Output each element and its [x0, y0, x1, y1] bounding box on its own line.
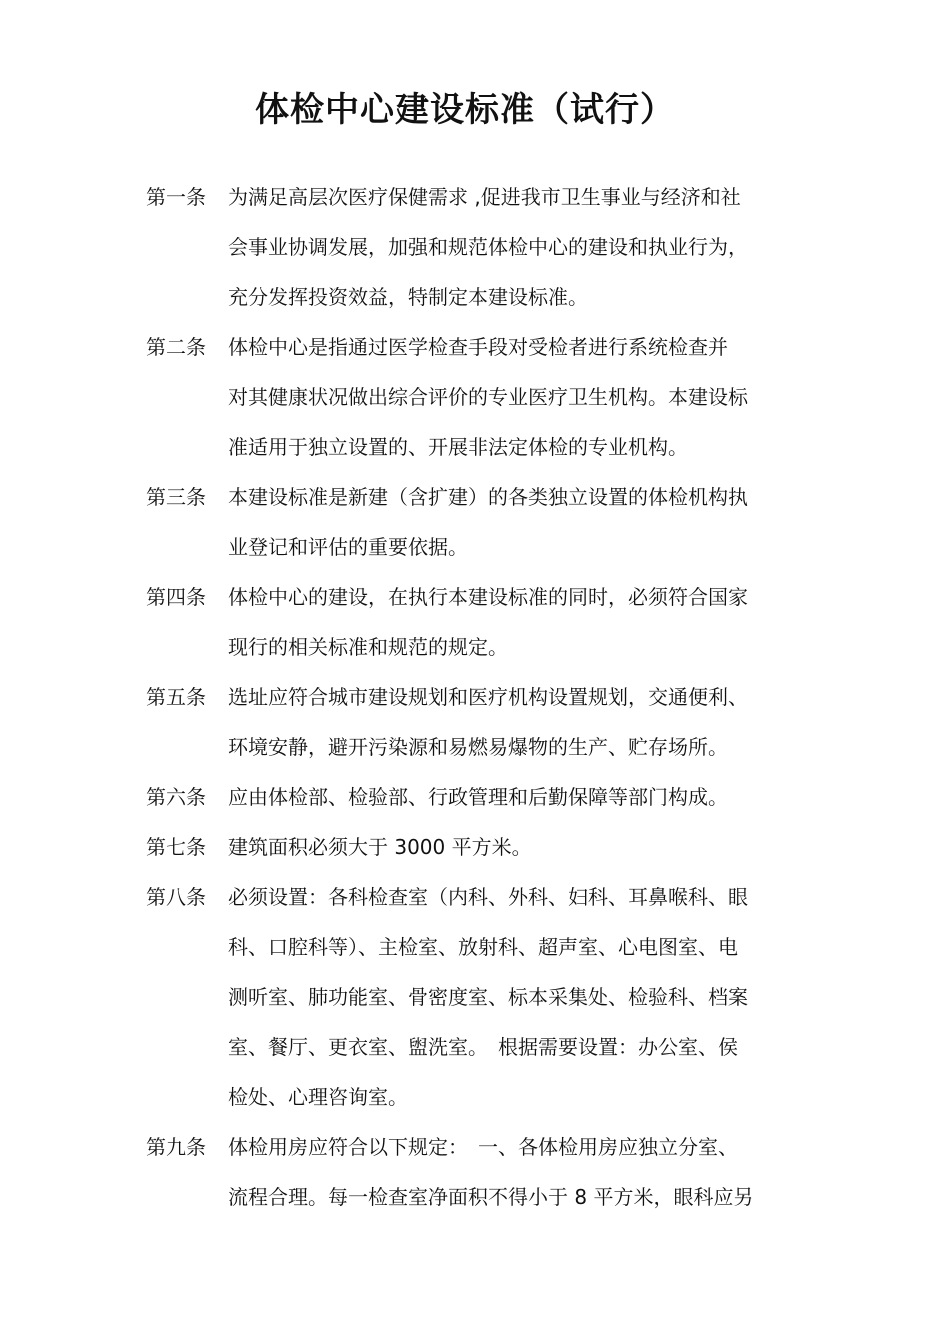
article-text [228, 822, 812, 872]
article-label: 第六条 [146, 785, 206, 809]
text-line: 现行的相关标准和规范的规定。 [228, 635, 508, 659]
text-line: 检处、心理咨询室。 [228, 1085, 408, 1109]
article-label: 第四条 [146, 585, 206, 609]
article-label: 第五条 [146, 685, 206, 709]
article-6 [146, 772, 826, 822]
article-label: 第八条 [146, 885, 206, 909]
text-line: 体检中心是指通过医学检查手段对受检者进行系统检查并 [228, 335, 728, 359]
text-line: 本建设标准是新建（含扩建）的各类独立设置的体检机构执 [228, 485, 748, 509]
article-text [228, 1122, 812, 1222]
article-text [228, 472, 812, 572]
text-line: 测听室、肺功能室、骨密度室、标本采集处、检验科、档案 [228, 985, 748, 1009]
article-1 [146, 172, 826, 322]
article-5 [146, 672, 826, 772]
text-line: 业登记和评估的重要依据。 [228, 535, 468, 559]
text-line: 必须设置：各科检查室（内科、外科、妇科、耳鼻喉科、眼 [228, 885, 748, 909]
text-line: 环境安静，避开污染源和易燃易爆物的生产、贮存场所。 [228, 735, 728, 759]
article-text [228, 772, 812, 822]
article-label: 第一条 [146, 185, 206, 209]
article-list [146, 172, 826, 1222]
article-8 [146, 872, 826, 1122]
article-text [228, 322, 812, 472]
article-7 [146, 822, 826, 872]
text-line: 科、口腔科等）、主检室、放射科、超声室、心电图室、电 [228, 935, 738, 959]
text-line: 充分发挥投资效益，特制定本建设标准。 [228, 285, 588, 309]
article-3 [146, 472, 826, 572]
article-9 [146, 1122, 826, 1222]
article-2 [146, 322, 826, 472]
text-line: 对其健康状况做出综合评价的专业医疗卫生机构。本建设标 [228, 385, 748, 409]
article-label: 第九条 [146, 1135, 206, 1159]
text-line: 应由体检部、检验部、行政管理和后勤保障等部门构成。 [228, 785, 728, 809]
text-line: 会事业协调发展，加强和规范体检中心的建设和执业行为， [228, 235, 748, 259]
text-line: 体检用房应符合以下规定： 一、各体检用房应独立分室、 [228, 1135, 738, 1159]
text-line: 为满足高层次医疗保健需求 ,促进我市卫生事业与经济和社 [228, 185, 741, 209]
document-title: 体检中心建设标准（试行） [255, 90, 675, 130]
text-line: 建筑面积必须大于 3000 平方米。 [228, 835, 532, 859]
text-line: 体检中心的建设，在执行本建设标准的同时，必须符合国家 [228, 585, 748, 609]
text-line: 室、餐厅、更衣室、盥洗室。 根据需要设置：办公室、侯 [228, 1035, 738, 1059]
article-label: 第七条 [146, 835, 206, 859]
text-line: 选址应符合城市建设规划和医疗机构设置规划，交通便利、 [228, 685, 748, 709]
article-text [228, 872, 812, 1122]
article-text [228, 172, 812, 322]
article-label: 第三条 [146, 485, 206, 509]
article-label: 第二条 [146, 335, 206, 359]
text-line: 流程合理。每一检查室净面积不得小于 8 平方米，眼科应另 [228, 1185, 754, 1209]
article-4 [146, 572, 826, 672]
text-line: 准适用于独立设置的、开展非法定体检的专业机构。 [228, 435, 688, 459]
article-text [228, 672, 812, 772]
article-text [228, 572, 812, 672]
